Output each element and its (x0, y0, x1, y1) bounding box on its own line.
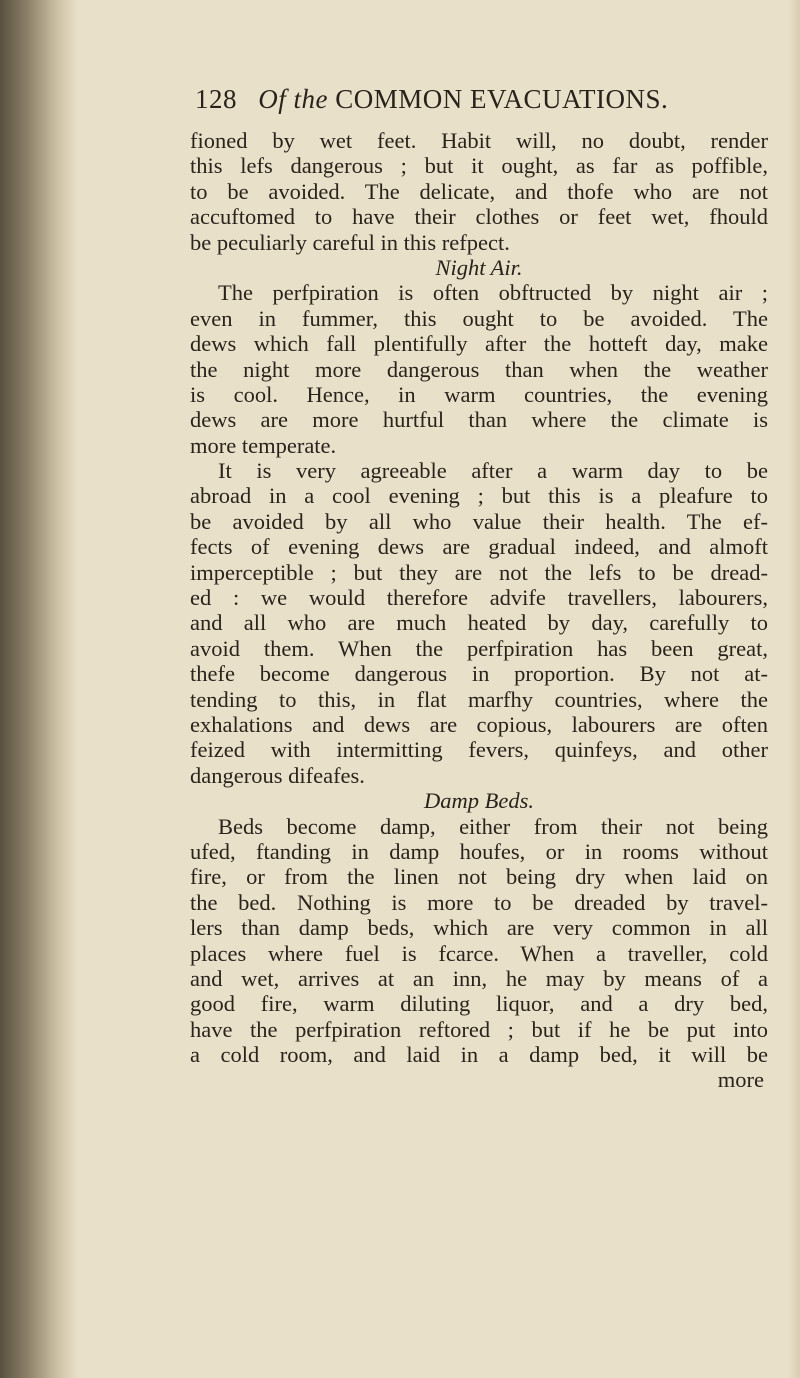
page-number: 128 (195, 84, 237, 114)
text-line: ed : we would therefore advife travellers, labourers, (190, 585, 768, 611)
text-line: more temperate. (190, 432, 337, 458)
paragraph-2 (190, 280, 768, 458)
text-line: fioned by wet feet. Habit will, no doubt, render (190, 128, 768, 153)
section-heading-damp-beds: Damp Beds. (424, 788, 534, 814)
text-line: this lefs dangerous ; but it ought, as far as poffible, (190, 153, 768, 179)
text-line: is cool. Hence, in warm countries, the evening (190, 381, 768, 407)
text-line: good fire, warm diluting liquor, and a dry bed, (190, 991, 768, 1017)
text-line: fects of evening dews are gradual indeed, and almoft (190, 534, 768, 560)
text-line: abroad in a cool evening ; but this is a pleafure to (190, 483, 768, 509)
text-line: tending to this, in flat marfhy countries, where the (190, 686, 768, 712)
text-line: feized with intermitting fevers, quinfeys, and other (190, 737, 768, 763)
text-line: and wet, arrives at an inn, he may by means of a (190, 965, 768, 991)
header-title-caps: COMMON EVACUATIONS. (335, 84, 669, 114)
text-line: be avoided by all who value their health. The ef- (190, 508, 768, 534)
text-line: dews which fall plentifully after the hotteft day, make (190, 331, 768, 357)
page-body (190, 128, 768, 1093)
text-line: ufed, ftanding in damp houfes, or in rooms without (190, 838, 768, 864)
text-line: imperceptible ; but they are not the lefs to be dread- (190, 559, 768, 585)
page-edge (788, 0, 800, 1378)
text-line: to be avoided. The delicate, and thofe who are not (190, 178, 768, 204)
text-line: avoid them. When the perfpiration has been great, (190, 635, 768, 661)
text-line: the night more dangerous than when the weather (190, 356, 768, 382)
text-line: It is very agreeable after a warm day to be (218, 458, 768, 484)
text-line: Beds become damp, either from their not being (218, 813, 768, 839)
text-line: accuftomed to have their clothes or feet wet, fhould (190, 204, 768, 230)
section-heading-night-air: Night Air. (435, 254, 523, 280)
binding-shadow (0, 0, 78, 1378)
text-line: fire, or from the linen not being dry when laid on (190, 864, 768, 890)
header-title-italic: Of the (258, 84, 328, 114)
running-header (195, 84, 755, 124)
text-line: and all who are much heated by day, carefully to (190, 610, 768, 636)
text-line: The perfpiration is often obftructed by night air ; (218, 280, 768, 306)
text-line: be peculiarly careful in this refpect. (190, 229, 510, 255)
text-line: the bed. Nothing is more to be dreaded by travel- (190, 889, 768, 915)
catchword: more (717, 1067, 764, 1093)
text-line: dews are more hurtful than where the climate is (190, 407, 768, 433)
text-line: have the perfpiration reftored ; but if he be put into (190, 1016, 768, 1042)
text-line: lers than damp beds, which are very common in all (190, 915, 768, 941)
paragraph-4 (190, 814, 768, 1068)
text-line: places where fuel is fcarce. When a traveller, cold (190, 940, 768, 966)
text-line: even in fummer, this ought to be avoided. The (190, 305, 768, 331)
text-line: dangerous difeafes. (190, 762, 365, 788)
text-line: a cold room, and laid in a damp bed, it will be (190, 1042, 768, 1068)
text-line: thefe become dangerous in proportion. By not at- (190, 661, 768, 687)
text-line: exhalations and dews are copious, labourers are often (190, 711, 768, 737)
paragraph-3 (190, 458, 768, 788)
paragraph-1 (190, 128, 768, 255)
